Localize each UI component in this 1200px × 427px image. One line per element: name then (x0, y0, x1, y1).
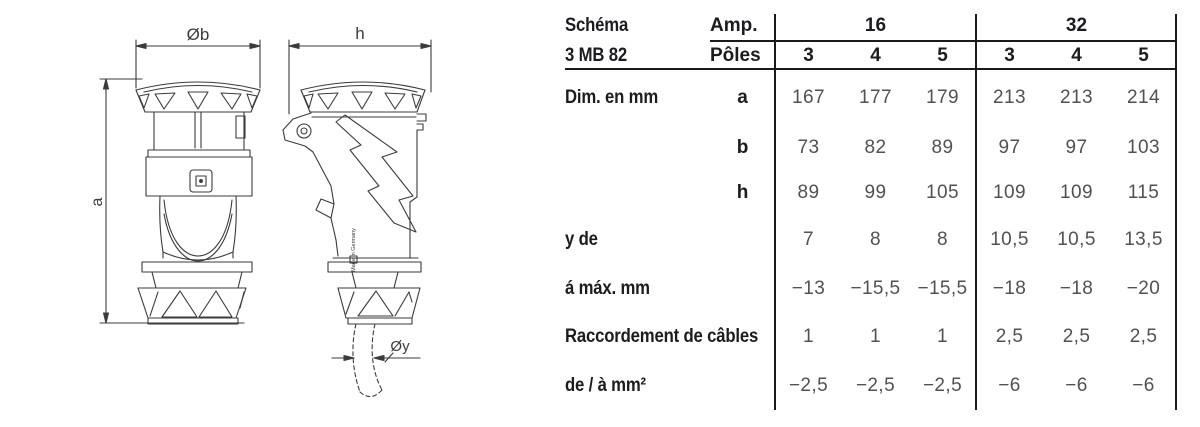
table-vline-left (774, 14, 776, 410)
dim-label-b: Øb (186, 25, 210, 44)
value-cell: 1 (937, 325, 948, 347)
row-sub-label: h (736, 181, 749, 203)
value-cell: 97 (1065, 136, 1088, 158)
value-cell: 10,5 (1057, 229, 1096, 250)
row-sub-label: a (737, 86, 748, 108)
row-label: Dim. en mm (565, 86, 659, 108)
row-sub-label: b (736, 136, 749, 158)
row-label: Raccordement de câbles (565, 325, 759, 347)
schema-value: 3 MB 82 (565, 44, 627, 66)
value-cell: 2,5 (1129, 325, 1158, 347)
value-cell: −15,5 (917, 277, 968, 299)
value-cell: 105 (926, 181, 959, 203)
row-label: á máx. mm (565, 277, 650, 299)
table-hline-amp (710, 40, 1177, 42)
pole-header: 5 (937, 44, 948, 66)
value-cell: −18 (992, 277, 1027, 299)
value-cell: 115 (1127, 181, 1160, 203)
poles-label: Pôles (710, 44, 761, 66)
value-cell: −2,5 (855, 374, 896, 396)
value-cell: −13 (791, 277, 826, 299)
value-cell: 103 (1127, 136, 1160, 158)
pole-header: 5 (1138, 44, 1149, 66)
pole-header: 3 (1004, 44, 1015, 66)
value-cell: 73 (797, 136, 820, 158)
value-cell: 89 (797, 181, 820, 203)
value-cell: 167 (792, 86, 825, 108)
front-view (100, 40, 260, 324)
spec-table (565, 10, 1177, 410)
value-cell: 8 (937, 229, 948, 250)
value-cell: −20 (1126, 277, 1161, 299)
dim-label-h: h (355, 24, 365, 43)
table-vline-middle (975, 14, 977, 410)
value-cell: −6 (1132, 374, 1155, 396)
value-cell: 89 (931, 136, 954, 158)
value-cell: −2,5 (922, 374, 963, 396)
row-label: de / à mm² (565, 374, 646, 396)
value-cell: −18 (1059, 277, 1094, 299)
amp-group-32: 32 (1065, 14, 1088, 36)
amp-group-16: 16 (864, 14, 887, 36)
value-cell: 10,5 (990, 229, 1029, 250)
value-cell: 82 (864, 136, 887, 158)
value-cell: 7 (803, 229, 814, 250)
value-cell: 2,5 (1062, 325, 1091, 347)
value-cell: −15,5 (850, 277, 901, 299)
pole-header: 4 (1071, 44, 1082, 66)
row-label: y de (565, 229, 598, 250)
value-cell: 214 (1127, 86, 1160, 108)
made-in-germany-text: Made in Germany (351, 228, 357, 272)
value-cell: 1 (870, 325, 881, 347)
value-cell: 179 (926, 86, 959, 108)
pole-header: 4 (870, 44, 881, 66)
technical-drawing (0, 0, 560, 427)
value-cell: 1 (803, 325, 814, 347)
dim-label-a: a (89, 197, 106, 207)
value-cell: 2,5 (995, 325, 1024, 347)
amp-label: Amp. (710, 14, 758, 36)
value-cell: −6 (1065, 374, 1088, 396)
schema-label: Schéma (565, 14, 629, 36)
dim-label-y: Øy (390, 338, 410, 355)
value-cell: 13,5 (1124, 229, 1163, 250)
pole-header: 3 (803, 44, 814, 66)
value-cell: 177 (859, 86, 892, 108)
value-cell: 97 (998, 136, 1021, 158)
value-cell: 213 (993, 86, 1026, 108)
value-cell: 109 (993, 181, 1026, 203)
value-cell: −6 (998, 374, 1021, 396)
table-hline-poles (565, 68, 1177, 70)
value-cell: 99 (864, 181, 887, 203)
value-cell: 109 (1060, 181, 1093, 203)
value-cell: 213 (1060, 86, 1093, 108)
table-vline-right (1175, 14, 1177, 410)
value-cell: 8 (870, 229, 881, 250)
value-cell: −2,5 (788, 374, 829, 396)
